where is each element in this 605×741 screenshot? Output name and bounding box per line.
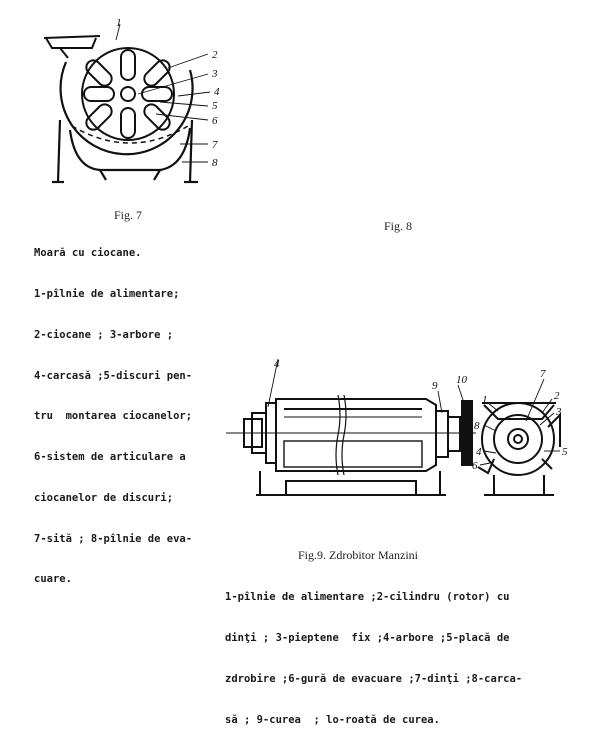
fig9-legend-line: să ; 9-curea ; lo-roată de curea. — [225, 713, 440, 726]
fig9-legend — [225, 564, 522, 741]
fig7-callout-6: 6 — [212, 115, 218, 127]
fig7-legend-line: ciocanelor de discuri; — [34, 491, 174, 504]
fig9-legend-line: zdrobire ;6-gură de evacuare ;7-dinţi ;8-carca- — [225, 672, 523, 685]
fig7-callout-1: 1 — [116, 17, 122, 29]
fig7-callout-4: 4 — [214, 86, 220, 98]
fig7-legend-line: 1-pîlnie de alimentare; — [34, 287, 180, 300]
fig9-callout-2: 2 — [554, 390, 560, 402]
fig9-callout-6: 6 — [472, 460, 478, 472]
fig9-legend-line: 1-pîlnie de alimentare ;2-cilindru (rotor) cu — [225, 591, 510, 604]
fig7-callout-2: 2 — [212, 49, 218, 61]
fig8-caption: Fig. 8 — [384, 219, 413, 233]
fig7-shaft — [121, 87, 135, 101]
fig7-legend-line: 2-ciocane ; 3-arbore ; — [34, 328, 174, 341]
fig9-callout-7: 7 — [540, 368, 546, 380]
fig9-callout-9: 9 — [432, 380, 438, 392]
fig7-callout-7: 7 — [212, 139, 218, 151]
fig7-callout-8: 8 — [212, 157, 218, 169]
fig7-title: Moară cu ciocane. — [34, 247, 142, 260]
fig7-legend-line: tru montarea ciocanelor; — [34, 410, 193, 423]
fig9-front-view — [478, 403, 560, 495]
fig9-manzini-crusher-drawing — [226, 355, 592, 505]
fig7-legend-line: 4-carcasă ;5-discuri pen- — [34, 369, 193, 382]
fig7-legend-line: 7-sită ; 8-pîlnie de eva- — [34, 532, 193, 545]
fig9-legend-line: dinţi ; 3-pieptene fix ;4-arbore ;5-placă de — [225, 631, 510, 644]
fig9-callout-10: 10 — [456, 374, 467, 386]
fig9-caption: Fig.9. Zdrobitor Manzini — [298, 548, 418, 562]
fig9-callout-3: 3 — [556, 406, 562, 418]
fig7-legend-line: 6-sistem de articulare a — [34, 451, 186, 464]
fig7-callout-3: 3 — [212, 68, 218, 80]
fig7-hammer-mill-drawing — [30, 10, 250, 190]
fig9-callout-4-left: 4 — [274, 358, 280, 370]
fig9-callout-5: 5 — [562, 446, 568, 458]
fig9-side-view — [226, 395, 476, 495]
fig7-hammers — [83, 50, 172, 138]
fig9-callout-4-right: 4 — [476, 446, 482, 458]
fig7-feed-hopper — [44, 36, 100, 58]
fig9-callout-1: 1 — [482, 394, 488, 406]
fig7-caption: Fig. 7 — [114, 208, 143, 222]
fig9-callout-8: 8 — [474, 420, 480, 432]
fig7-legend — [34, 220, 192, 601]
fig7-callout-5: 5 — [212, 100, 218, 112]
fig7-legend-line: cuare. — [34, 573, 72, 586]
